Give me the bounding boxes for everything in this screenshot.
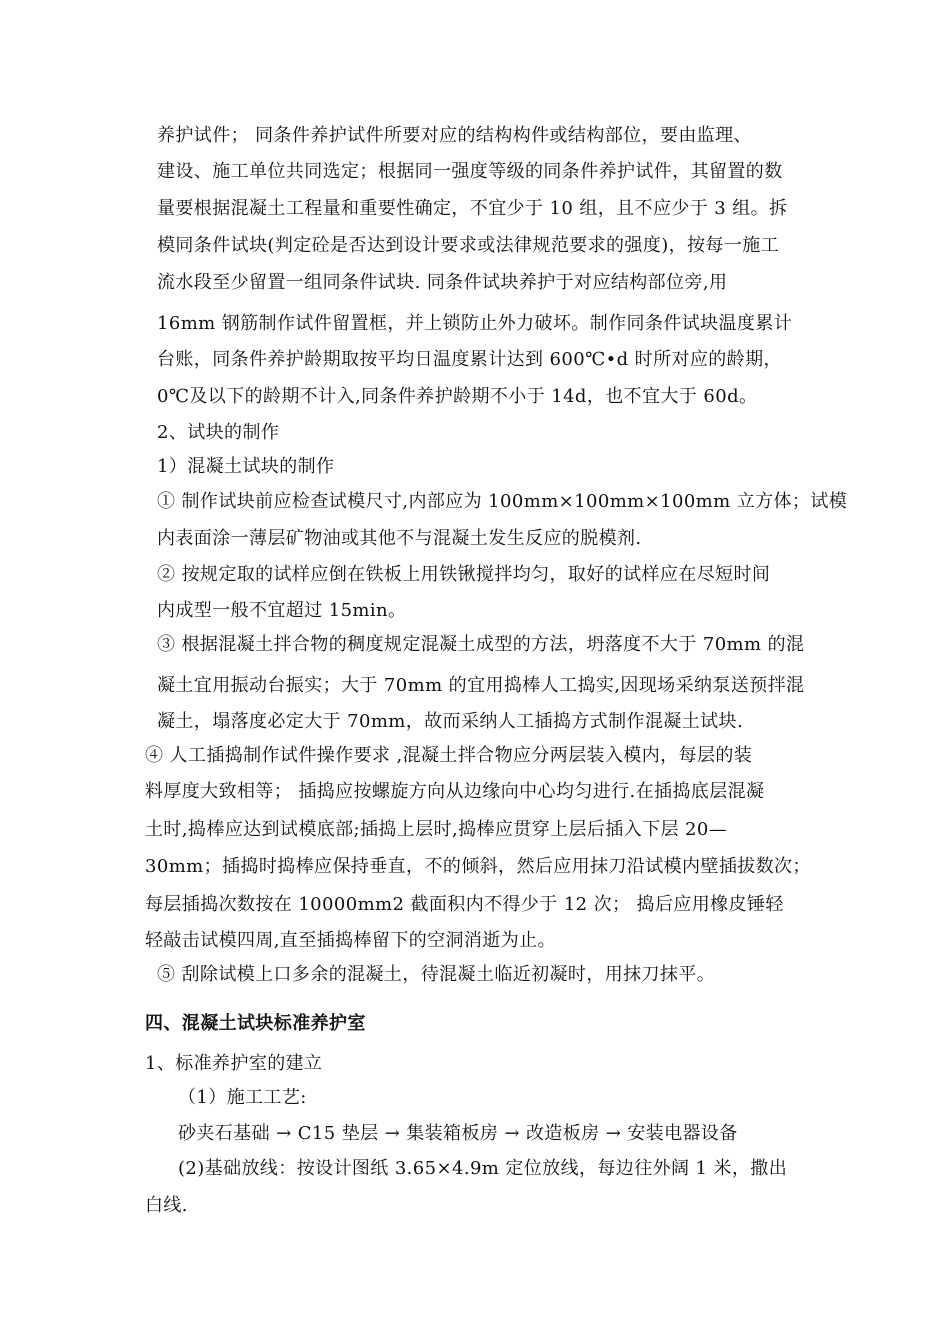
paragraph-line: 16mm 钢筋制作试件留置框，并上锁防止外力破坏。制作同条件试块温度累计: [157, 313, 793, 334]
list-item-line: ⑤ 刮除试模上口多余的混凝土，待混凝土临近初凝时，用抹刀抹平。: [157, 964, 716, 985]
section-heading: 四、混凝土试块标准养护室: [145, 1013, 366, 1034]
process-title: （1）施工工艺:: [178, 1087, 307, 1108]
list-item-line: 料厚度大致相等； 插捣应按螺旋方向从边缘向中心均匀进行.在插捣底层混凝: [145, 781, 765, 802]
paragraph-line: 流水段至少留置一组同条件试块. 同条件试块养护于对应结构部位旁,用: [157, 272, 728, 293]
list-item-line: ③ 根据混凝土拌合物的稠度规定混凝土成型的方法，坍落度不大于 70mm 的混: [157, 634, 805, 655]
list-item-line: 凝土，塌落度必定大于 70mm，故而采纳人工插捣方式制作混凝土试块.: [157, 711, 744, 732]
list-item-line: 土时,捣棒应达到试模底部;插捣上层时,捣棒应贯穿上层后插入下层 20—: [145, 819, 728, 840]
paragraph-line: 模同条件试块(判定砼是否达到设计要求或法律规范要求的强度)，按每一施工: [157, 235, 780, 256]
subsection-title: 1）混凝土试块的制作: [157, 456, 335, 477]
paragraph-line: 养护试件； 同条件养护试件所要对应的结构构件或结构部位，要由监理、: [157, 125, 752, 146]
foundation-layout-line: 白线.: [145, 1195, 188, 1216]
paragraph-line: 建设、施工单位共同选定；根据同一强度等级的同条件养护试件，其留置的数: [157, 161, 783, 182]
list-item-line: ② 按规定取的试样应倒在铁板上用铁锹搅拌均匀，取好的试样应在尽短时间: [157, 564, 771, 585]
list-item-line: 内表面涂一薄层矿物油或其他不与混凝土发生反应的脱模剂.: [157, 528, 642, 549]
section-title: 1、标准养护室的建立: [145, 1053, 323, 1074]
process-flow: 砂夹石基础 → C15 垫层 → 集装箱板房 → 改造板房 → 安装电器设备: [178, 1123, 738, 1144]
list-item-line: 每层插捣次数按在 10000mm2 截面积内不得少于 12 次； 捣后应用橡皮锤轻: [145, 894, 784, 915]
list-item-line: ① 制作试块前应检查试模尺寸,内部应为 100mm×100mm×100mm 立方体；试模: [157, 491, 848, 512]
list-item-line: 轻敲击试模四周,直至插捣棒留下的空洞消逝为止。: [145, 930, 556, 951]
list-item-line: ④ 人工插捣制作试件操作要求 ,混凝土拌合物应分两层装入模内，每层的装: [145, 745, 753, 766]
foundation-layout-line: (2)基础放线：按设计图纸 3.65×4.9m 定位放线，每边往外阔 1 米，撒出: [178, 1158, 788, 1179]
paragraph-line: 量要根据混凝土工程量和重要性确定，不宜少于 10 组，且不应少于 3 组。拆: [157, 198, 788, 219]
list-item-line: 凝土宜用振动台振实；大于 70mm 的宜用捣棒人工捣实,因现场采纳泵送预拌混: [157, 675, 805, 696]
paragraph-line: 台账，同条件养护龄期取按平均日温度累计达到 600℃•d 时所对应的龄期，: [157, 349, 782, 370]
list-item-line: 内成型一般不宜超过 15min。: [157, 600, 407, 621]
paragraph-line: 0℃及以下的龄期不计入,同条件养护龄期不小于 14d，也不宜大于 60d。: [157, 386, 758, 407]
list-item-line: 30mm；插捣时捣棒应保持垂直，不的倾斜，然后应用抹刀沿试模内壁插拔数次；: [145, 856, 811, 877]
section-title: 2、试块的制作: [157, 422, 280, 443]
